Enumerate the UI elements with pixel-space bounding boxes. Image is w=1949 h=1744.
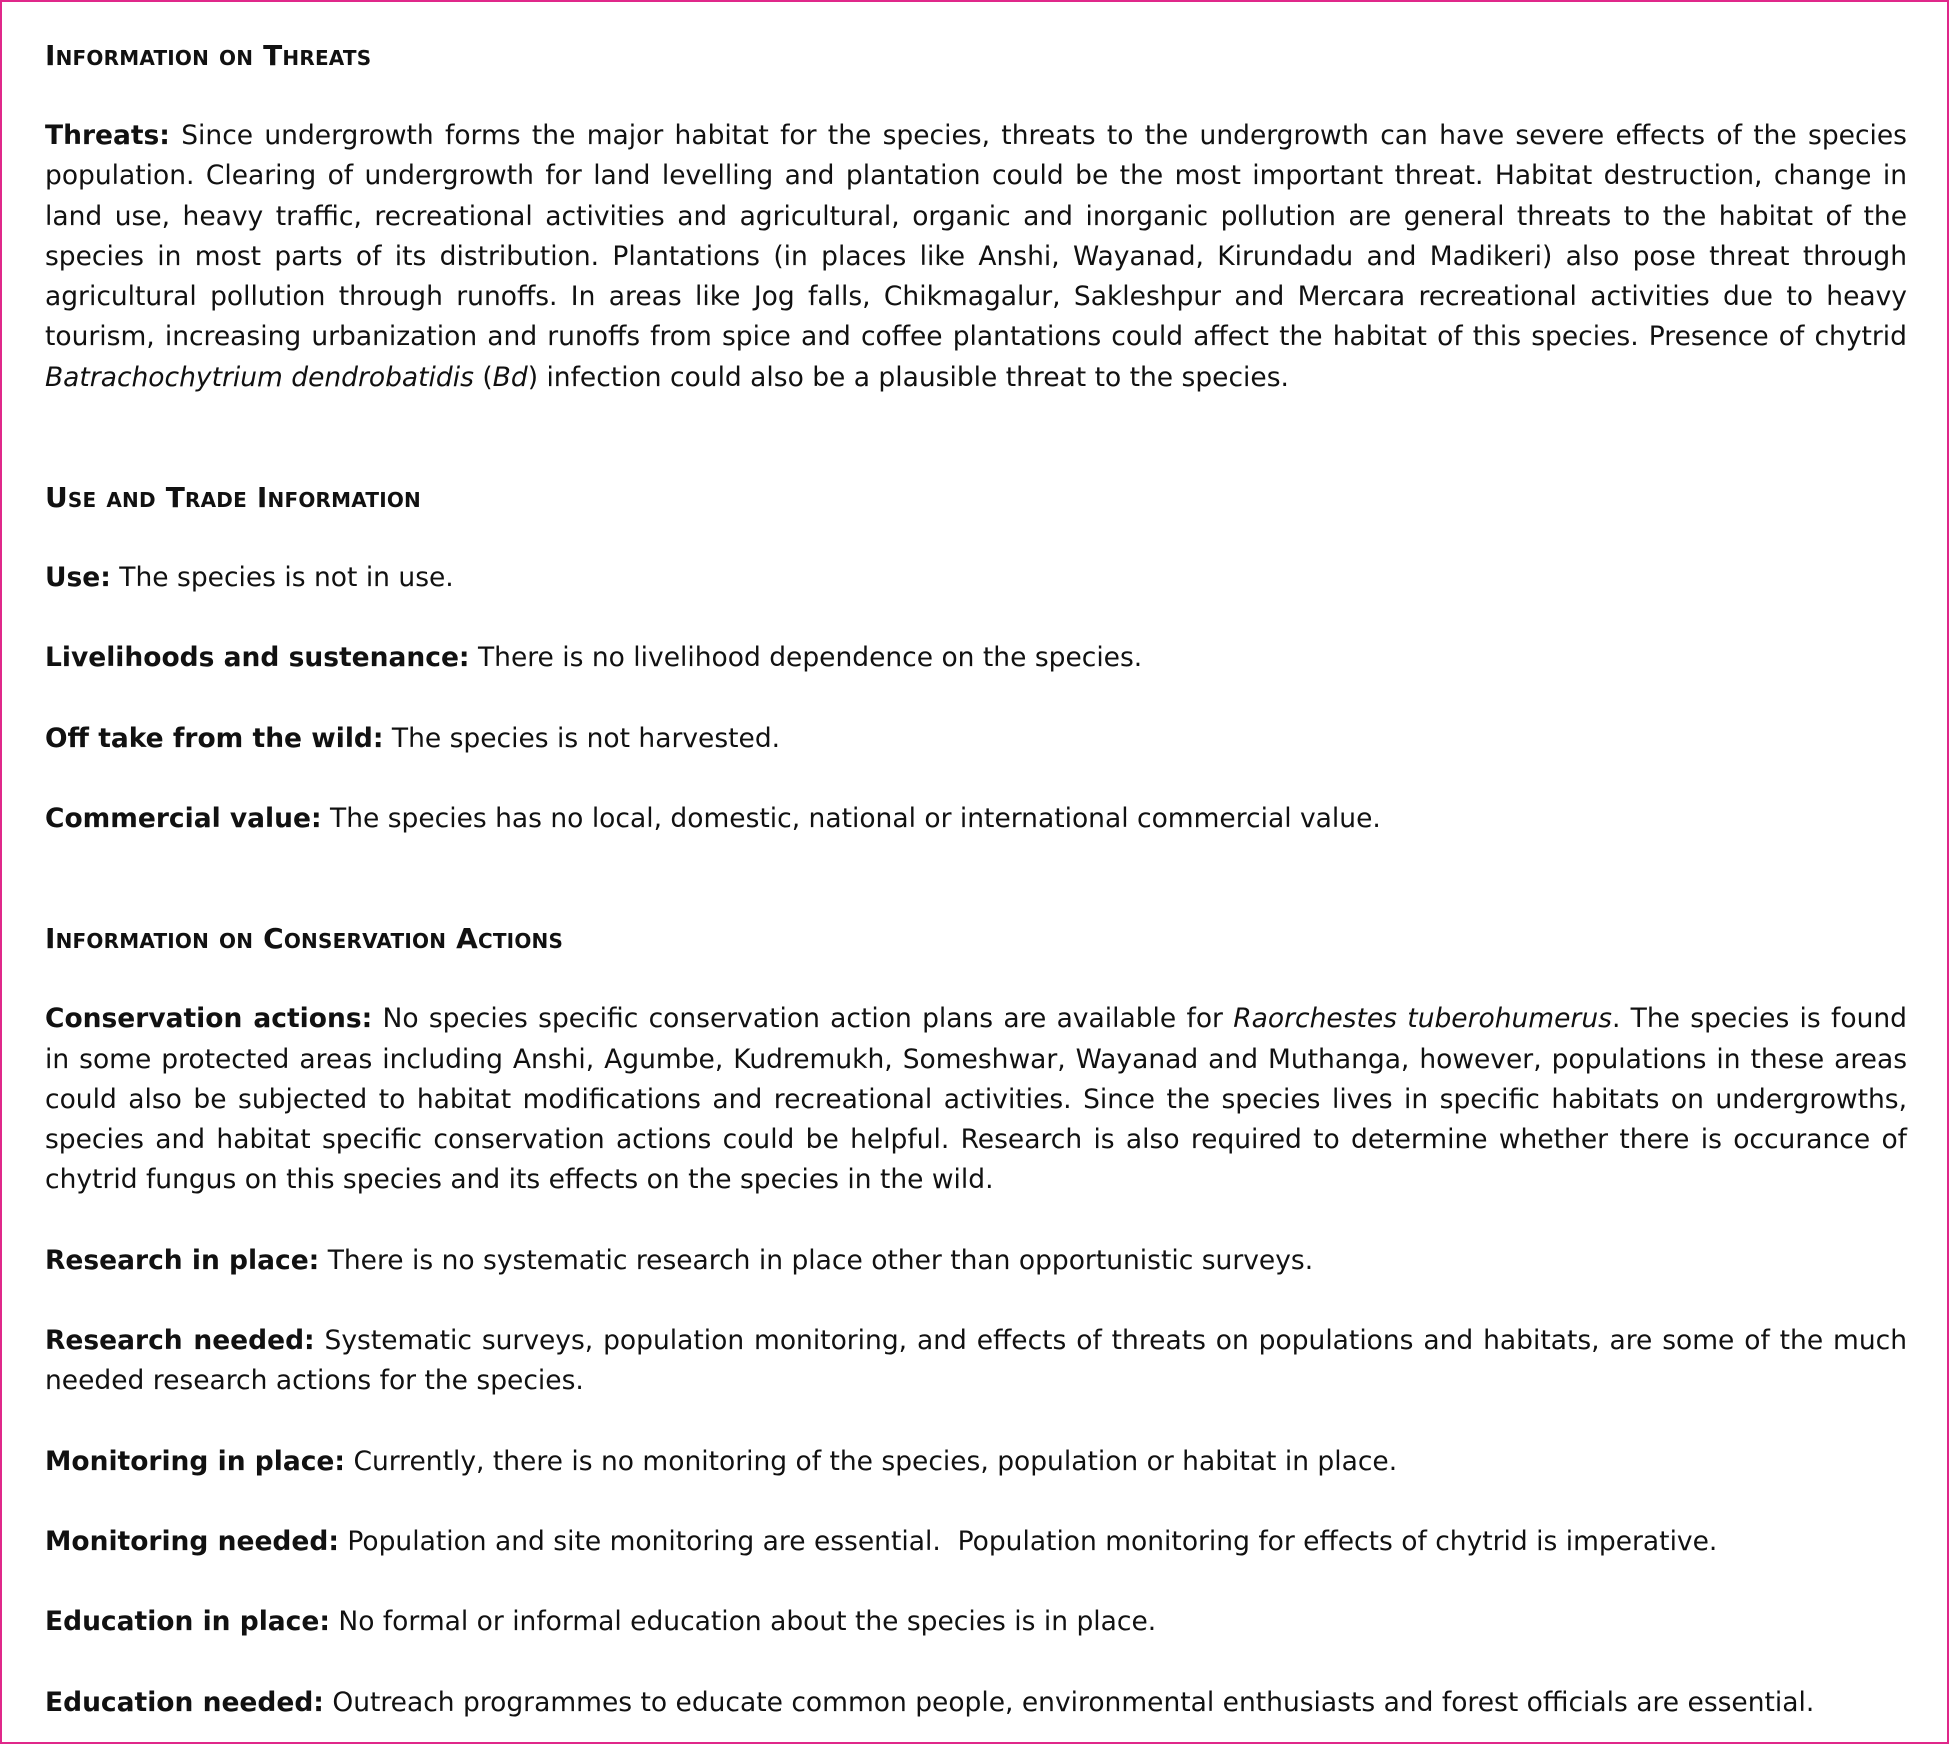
- spacer: [45, 1201, 1907, 1241]
- paragraph-research-in-place: [45, 1241, 1907, 1281]
- text-conservation-part-1: No species specific conservation action plans are available for: [372, 1003, 1234, 1035]
- paragraph-use: [45, 558, 1907, 598]
- text-education-needed: Outreach programmes to educate common people, environmental enthusiasts and forest officials are essential.: [323, 1686, 1815, 1718]
- text-off-take: The species is not harvested.: [383, 722, 781, 754]
- label-use: Use:: [45, 562, 111, 594]
- label-livelihoods: Livelihoods and sustenance:: [45, 642, 470, 674]
- label-conservation-actions: Conservation actions:: [45, 1003, 373, 1035]
- section-heading-conservation: Information on Conservation Actions: [45, 922, 564, 956]
- text-commercial-value: The species has no local, domestic, national or international commercial value.: [321, 802, 1381, 834]
- text-monitoring-needed: Population and site monitoring are essential. Population monitoring for effects of chytrid is imperative.: [338, 1525, 1718, 1557]
- label-research-needed: Research needed:: [45, 1325, 315, 1357]
- paragraph-monitoring-in-place: [45, 1442, 1907, 1482]
- species-name-raorchestes: Raorchestes tuberohumerus: [1233, 1003, 1612, 1035]
- paragraph-off-take: [45, 719, 1907, 759]
- spacer: [45, 518, 1907, 558]
- species-name-batrachochytrium: Batrachochytrium dendrobatidis: [45, 361, 474, 393]
- text-threats-part-2: (: [473, 361, 493, 393]
- text-monitoring-in-place: Currently, there is no monitoring of the species, population or habitat in place.: [345, 1445, 1398, 1477]
- section-heading-use-trade: Use and Trade Information: [45, 481, 421, 515]
- spacer: [45, 598, 1907, 638]
- label-commercial-value: Commercial value:: [45, 802, 322, 834]
- paragraph-livelihoods: [45, 638, 1907, 678]
- text-threats-part-1: Since undergrowth forms the major habitat for the species, threats to the undergrowth can have severe effects of the species population. Clearing of undergrowth for land levelling and plantation could be the most important threat. Habitat destruction, change in land use, heavy traffic, recreational activities and agricultural, organic and inorganic pollution are general threats to the habitat of the species in most parts of its distribution. Plantations (in places like Anshi, Wayanad, Kirundadu and Madikeri) also pose threat through agricultural pollution through runoffs. In areas like Jog falls, Chikmagalur, Sakleshpur and Mercara recreational activities due to heavy tourism, increasing urbanization and runoffs from spice and coffee plantations could affect the habitat of this species. Presence of chytrid: [45, 120, 1907, 353]
- spacer: [45, 1402, 1907, 1442]
- section-heading-threats: Information on Threats: [45, 39, 372, 72]
- text-research-in-place: There is no systematic research in place other than opportunistic surveys.: [319, 1244, 1314, 1276]
- spacer: [45, 76, 1907, 116]
- spacer: [45, 839, 1907, 919]
- paragraph-threats: [45, 116, 1907, 398]
- text-education-in-place: No formal or informal education about the species is in place.: [329, 1606, 1157, 1638]
- label-education-needed: Education needed:: [45, 1686, 324, 1718]
- paragraph-monitoring-needed: [45, 1522, 1907, 1562]
- text-livelihoods: There is no livelihood dependence on the species.: [469, 642, 1143, 674]
- label-monitoring-in-place: Monitoring in place:: [45, 1445, 346, 1477]
- paragraph-conservation-actions: [45, 999, 1907, 1200]
- spacer: [45, 1562, 1907, 1602]
- text-research-needed: Systematic surveys, population monitoring, and effects of threats on populations and habitats, are some of the much needed research actions for the species.: [45, 1325, 1908, 1397]
- label-research-in-place: Research in place:: [45, 1244, 320, 1276]
- label-education-in-place: Education in place:: [45, 1606, 330, 1638]
- label-off-take: Off take from the wild:: [45, 722, 384, 754]
- paragraph-education-needed: [45, 1683, 1907, 1723]
- spacer: [45, 959, 1907, 999]
- paragraph-research-needed: [45, 1321, 1907, 1402]
- paragraph-commercial-value: [45, 799, 1907, 839]
- spacer: [45, 398, 1907, 478]
- label-monitoring-needed: Monitoring needed:: [45, 1525, 339, 1557]
- text-conservation-part-2: . The species is found in some protected areas including Anshi, Agumbe, Kudremukh, Someshwar, Wayanad and Muthanga, however, populations in these areas could also be subjected to habitat modifications and recreational activities. Since the species lives in specific habitats on undergrowths, species and habitat specific conservation actions could be helpful. Research is also required to determine whether there is occurance of chytrid fungus on this species and its effects on the species in the wild.: [45, 1003, 1907, 1196]
- spacer: [45, 759, 1907, 799]
- spacer: [45, 1281, 1907, 1321]
- spacer: [45, 679, 1907, 719]
- abbrev-bd: Bd: [492, 361, 528, 393]
- spacer: [45, 1482, 1907, 1522]
- label-threats: Threats:: [45, 120, 170, 151]
- paragraph-education-in-place: [45, 1602, 1907, 1642]
- spacer: [45, 1643, 1907, 1683]
- text-use: The species is not in use.: [110, 562, 454, 594]
- text-threats-part-3: ) infection could also be a plausible threat to the species.: [527, 361, 1289, 393]
